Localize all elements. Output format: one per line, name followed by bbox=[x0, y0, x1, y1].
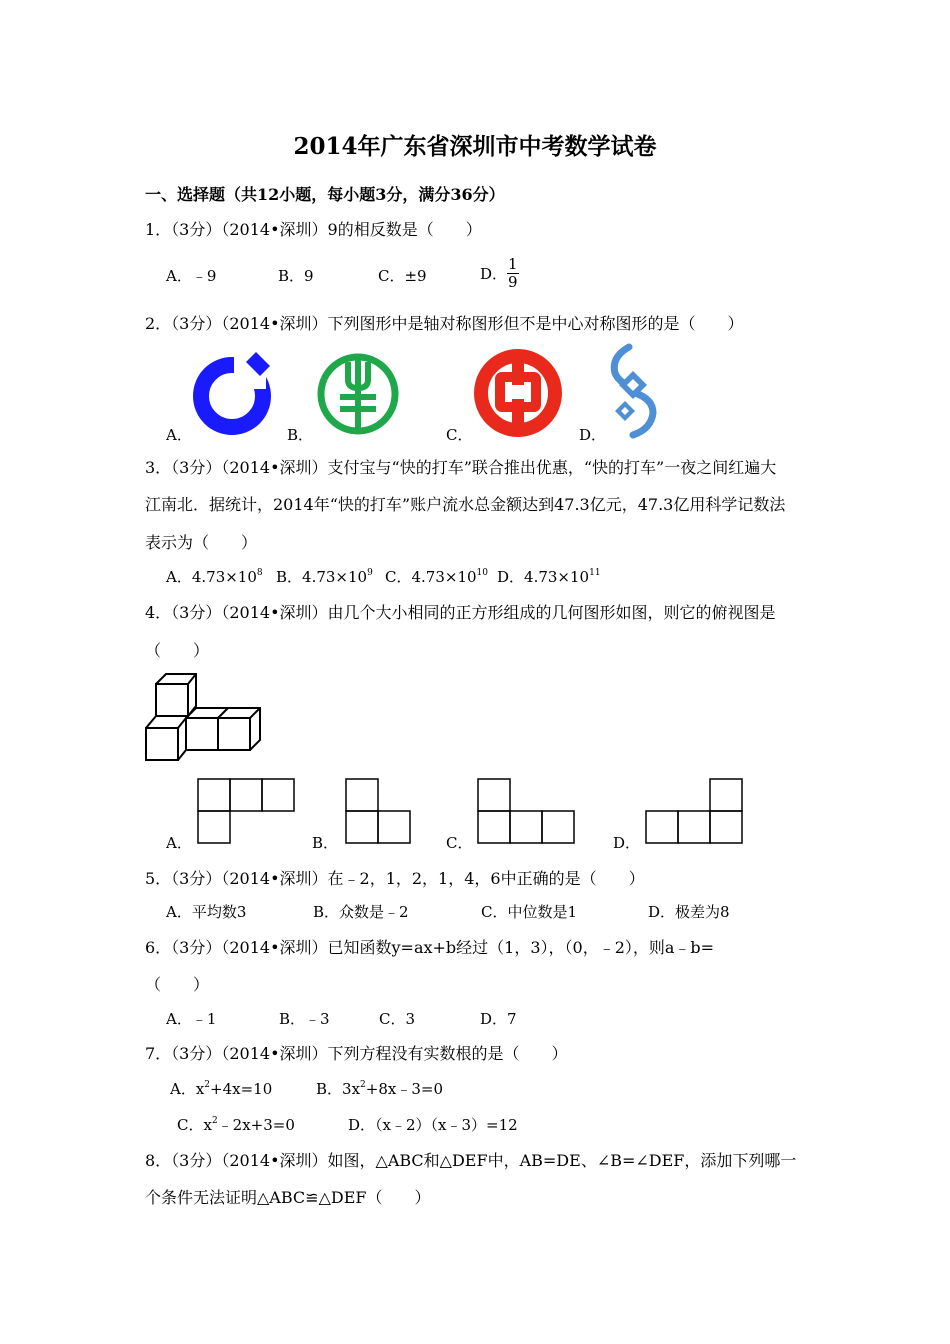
question-4-line-2: （ ） bbox=[145, 641, 210, 660]
q7-option-b bbox=[316, 1078, 443, 1099]
q2-option-c: C． bbox=[446, 426, 473, 444]
fraction-denominator: 9 bbox=[508, 273, 518, 291]
q1-option-a: A．﹣9 bbox=[166, 267, 217, 285]
ccb-logo-icon bbox=[190, 350, 276, 438]
q3-option-c bbox=[385, 566, 488, 587]
q1-option-b: B．9 bbox=[278, 267, 314, 285]
q6-option-c: C．3 bbox=[379, 1010, 416, 1028]
q4-option-b-grid bbox=[344, 777, 414, 845]
q5-option-b: B．众数是﹣2 bbox=[313, 903, 409, 921]
q1-option-c: C．±9 bbox=[378, 267, 427, 285]
question-6-line-1: 6．（3分）（2014•深圳）已知函数y=ax+b经过（1，3），（0，﹣2），则a﹣b= bbox=[145, 938, 715, 957]
q7-option-c-post: ﹣2x+3=0 bbox=[217, 1116, 295, 1134]
q7-option-b-pre: B．3x bbox=[316, 1080, 361, 1098]
abc-bank-logo-icon bbox=[314, 350, 402, 438]
q7-option-a-pre: A．x bbox=[170, 1080, 205, 1098]
question-5-stem: 5．（3分）（2014•深圳）在﹣2，1，2，1，4，6中正确的是（ ） bbox=[145, 869, 645, 888]
question-7-stem: 7．（3分）（2014•深圳）下列方程没有实数根的是（ ） bbox=[145, 1044, 568, 1063]
question-3-line-1: 3．（3分）（2014•深圳）支付宝与“快的打车”联合推出优惠，“快的打车”一夜之间红遍大 bbox=[145, 458, 777, 477]
s-logo-icon bbox=[603, 343, 665, 439]
fraction-numerator: 1 bbox=[508, 255, 518, 273]
q3-option-a bbox=[166, 566, 263, 587]
question-6-line-2: （ ） bbox=[145, 975, 210, 994]
q7-option-b-exp: 2 bbox=[360, 1080, 366, 1090]
q2-option-b: B． bbox=[287, 426, 314, 444]
question-8-line-1: 8．（3分）（2014•深圳）如图，△ABC和△DEF中，AB=DE、∠B=∠DEF，添加下列哪一 bbox=[145, 1151, 797, 1170]
question-3-line-2: 江南北．据统计，2014年“快的打车”账户流水总金额达到47.3亿元，47.3亿用科学记数法 bbox=[145, 495, 786, 514]
section-heading: 一、选择题（共12小题，每小题3分，满分36分） bbox=[145, 185, 505, 204]
q7-option-a-post: +4x=10 bbox=[210, 1080, 273, 1098]
page-title: 2014年广东省深圳市中考数学试卷 bbox=[293, 133, 657, 160]
q3-option-a-base: A．4.73×10 bbox=[166, 568, 257, 586]
question-1-stem: 1．（3分）（2014•深圳）9的相反数是（ ） bbox=[145, 220, 482, 239]
q7-option-d: D．（x﹣2）（x﹣3）=12 bbox=[348, 1116, 518, 1134]
boc-logo-icon bbox=[472, 347, 564, 439]
fraction bbox=[507, 256, 519, 291]
question-4-line-1: 4．（3分）（2014•深圳）由几个大小相同的正方形组成的几何图形如图，则它的俯视图是 bbox=[145, 603, 776, 622]
question-3-line-3: 表示为（ ） bbox=[145, 533, 258, 552]
q5-option-d: D．极差为8 bbox=[648, 903, 730, 921]
q3-option-d bbox=[497, 566, 601, 587]
q4-option-c-grid bbox=[476, 777, 578, 845]
q3-option-b-exp: 9 bbox=[367, 568, 373, 578]
q2-option-d: D． bbox=[579, 426, 607, 444]
q7-option-c-exp: 2 bbox=[211, 1116, 218, 1126]
q3-option-d-base: D．4.73×10 bbox=[497, 568, 590, 586]
q4-option-a-grid bbox=[196, 777, 298, 845]
q5-option-c: C．中位数是1 bbox=[481, 903, 578, 921]
q2-option-a: A． bbox=[166, 426, 192, 444]
q4-option-a: A． bbox=[166, 834, 192, 852]
q7-option-c-pre: C．x bbox=[177, 1116, 212, 1134]
q4-option-d: D． bbox=[613, 834, 641, 852]
q3-option-c-base: C．4.73×10 bbox=[385, 568, 477, 586]
q1-option-d-label: D． bbox=[480, 265, 508, 283]
q4-option-d-grid bbox=[644, 777, 746, 845]
question-2-stem: 2．（3分）（2014•深圳）下列图形中是轴对称图形但不是中心对称图形的是（ ） bbox=[145, 314, 744, 333]
q5-option-a: A．平均数3 bbox=[166, 903, 247, 921]
q3-option-c-exp: 10 bbox=[476, 568, 488, 578]
q3-option-d-exp: 11 bbox=[589, 568, 601, 578]
cube-solid-figure bbox=[142, 672, 264, 764]
q3-option-b bbox=[276, 566, 373, 587]
q3-option-b-base: B．4.73×10 bbox=[276, 568, 368, 586]
q7-option-b-post: +8x﹣3=0 bbox=[365, 1080, 443, 1098]
question-8-line-2: 个条件无法证明△ABC≌△DEF（ ） bbox=[145, 1188, 431, 1207]
q3-option-a-exp: 8 bbox=[256, 568, 263, 578]
q1-option-d bbox=[480, 256, 519, 291]
q6-option-b: B．﹣3 bbox=[279, 1010, 330, 1028]
q6-option-a: A．﹣1 bbox=[166, 1010, 217, 1028]
q6-option-d: D．7 bbox=[480, 1010, 517, 1028]
q4-option-b: B． bbox=[312, 834, 339, 852]
q7-option-a-exp: 2 bbox=[204, 1080, 211, 1090]
q7-option-c bbox=[177, 1114, 295, 1135]
q4-option-c: C． bbox=[446, 834, 473, 852]
q7-option-a bbox=[170, 1078, 272, 1099]
